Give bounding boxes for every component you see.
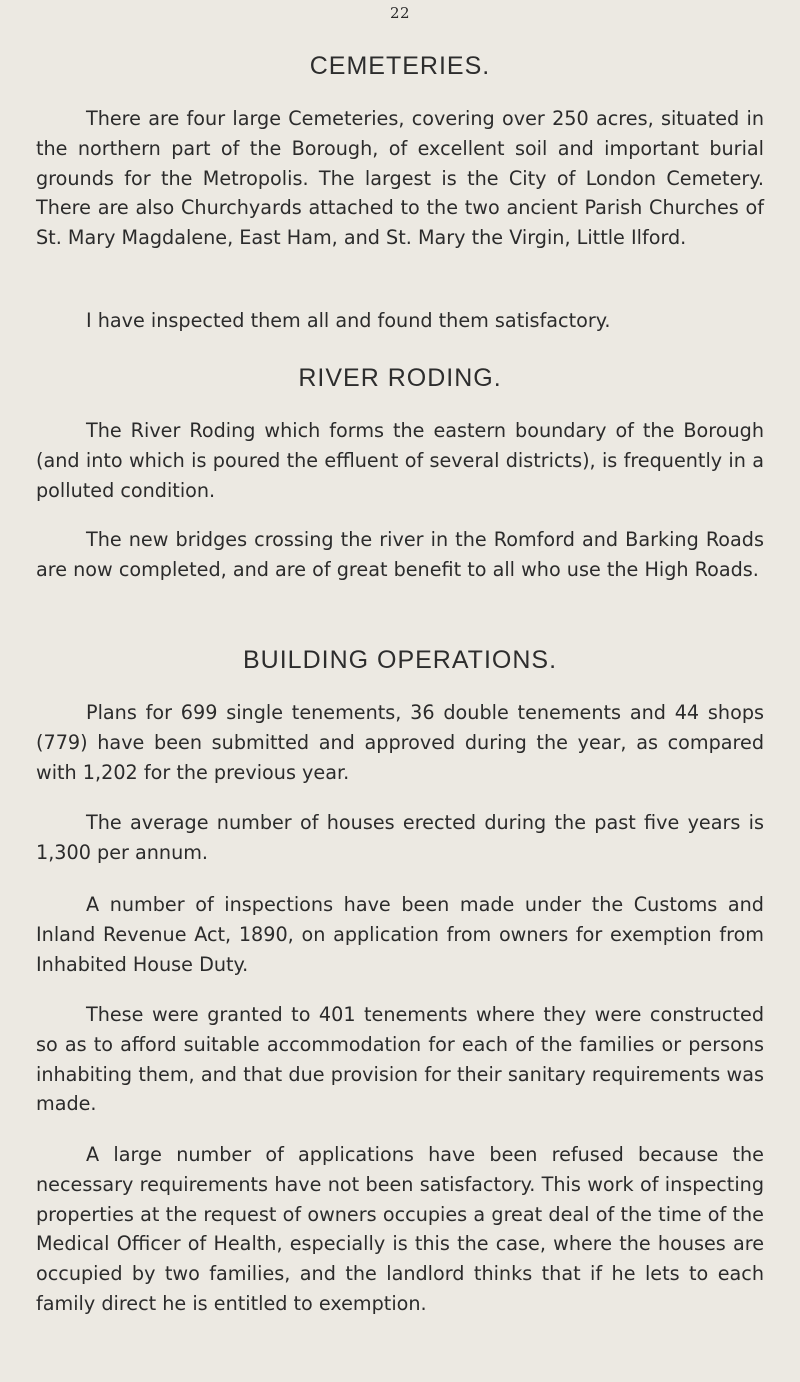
heading-cemeteries: CEMETERIES. <box>309 52 491 80</box>
heading-building-operations: BUILDING OPERATIONS. <box>242 646 558 674</box>
paragraph-building-3: A number of inspections have been made under the Customs and Inland Revenue Act, 1890, on application from owners for exemption from Inhabited House Duty. <box>36 893 764 976</box>
paragraph-building-5: A large number of applications have been refused because the necessary requirements have not been satisfactory. This work of inspecting properties at the request of owners occupies a great deal of the time of the Medical Officer of Health, especially is this the case, where the houses are occupied by two families, and the landlord thinks that if he lets to each family direct he is entitled to exemption. <box>36 1143 764 1315</box>
paragraph-cemeteries-2: I have inspected them all and found them satisfactory. <box>86 309 611 332</box>
paragraph-river-1: The River Roding which forms the eastern boundary of the Borough (and into which is poured the effluent of several districts), is frequently in a polluted condition. <box>36 419 764 502</box>
paragraph-river-2: The new bridges crossing the river in the Romford and Barking Roads are now completed, and are of great benefit to all who use the High Roads. <box>36 528 764 581</box>
heading-river-roding: RIVER RODING. <box>298 364 502 392</box>
paragraph-building-2: The average number of houses erected during the past five years is 1,300 per annum. <box>36 811 764 864</box>
paragraph-building-1: Plans for 699 single tenements, 36 double tenements and 44 shops (779) have been submitted and approved during the year, as compared with 1,202 for the previous year. <box>36 701 764 784</box>
page-number: 22 <box>389 4 411 22</box>
paragraph-cemeteries-1: There are four large Cemeteries, covering over 250 acres, situated in the northern part of the Borough, of excellent soil and important burial grounds for the Metropolis. The largest is the City of London Cemetery. There are also Churchyards attached to the two ancient Parish Churches of St. Mary Magdalene, East Ham, and St. Mary the Virgin, Little Ilford. <box>36 107 764 250</box>
paragraph-building-4: These were granted to 401 tenements where they were constructed so as to afford suitable accommodation for each of the families or persons inhabiting them, and that due provision for their sanitary requirements was made. <box>36 1003 764 1116</box>
